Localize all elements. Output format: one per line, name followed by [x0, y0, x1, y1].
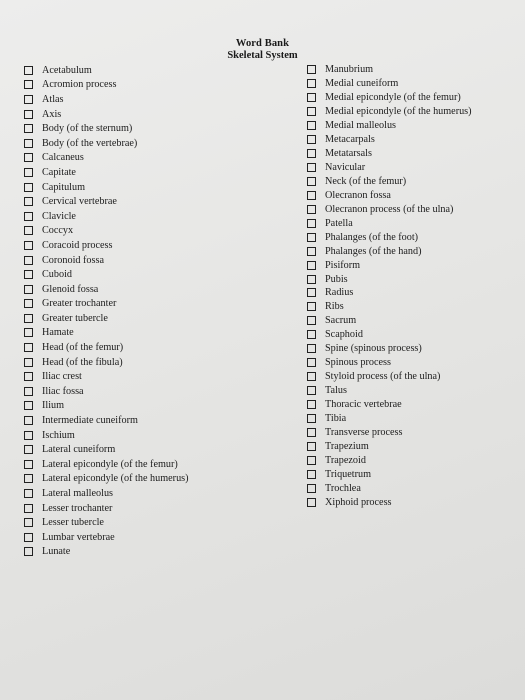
word-list-item [307, 425, 472, 439]
checkbox-icon[interactable] [307, 247, 316, 256]
word-list-item-label: Medial epicondyle (of the femur) [325, 92, 461, 104]
word-list-item [24, 253, 189, 268]
checkbox-icon[interactable] [307, 233, 316, 242]
word-list-item-label: Phalanges (of the foot) [325, 231, 419, 243]
word-list-item-label: Coronoid fossa [42, 254, 104, 266]
word-list-item-label: Neck (of the femur) [325, 175, 407, 187]
word-list-item [24, 428, 189, 443]
word-list-item-label: Trapezoid [325, 454, 366, 466]
word-list-item [307, 147, 472, 161]
word-list-item-label: Capitate [42, 166, 76, 178]
word-list-item-label: Radius [325, 287, 354, 299]
word-list-item [307, 63, 472, 77]
word-list-item-label: Manubrium [325, 64, 374, 76]
word-list-item-label: Scaphoid [325, 329, 363, 341]
word-list-item-label: Greater tubercle [42, 312, 108, 324]
checkbox-icon[interactable] [307, 149, 316, 158]
checkbox-icon[interactable] [24, 95, 33, 104]
word-list-item [24, 78, 189, 93]
word-list-item [24, 267, 189, 282]
checkbox-icon[interactable] [24, 80, 33, 89]
word-list-item-label: Patella [325, 217, 353, 229]
word-list-item [307, 230, 472, 244]
word-list-item [307, 384, 472, 398]
checkbox-icon[interactable] [24, 110, 33, 119]
checkbox-icon[interactable] [307, 414, 316, 423]
word-list-item-label: Phalanges (of the hand) [325, 245, 422, 257]
word-list-item [24, 340, 189, 355]
word-list-item-label: Lesser tubercle [42, 517, 104, 529]
word-list-item [307, 188, 472, 202]
word-list-item-label: Styloid process (of the ulna) [325, 371, 441, 383]
word-list-item [24, 501, 189, 516]
checkbox-icon[interactable] [24, 197, 33, 206]
checkbox-icon[interactable] [307, 288, 316, 297]
word-list-item [307, 175, 472, 189]
word-list-item-label: Iliac crest [42, 371, 82, 383]
word-list-item [24, 165, 189, 180]
checkbox-icon[interactable] [307, 344, 316, 353]
word-list-item-label: Ribs [325, 301, 344, 313]
word-list-item-label: Ischium [42, 429, 75, 441]
checkbox-icon[interactable] [307, 470, 316, 479]
word-list-item-label: Lateral cuneiform [42, 444, 116, 456]
word-list-item-label: Triquetrum [325, 468, 372, 480]
word-list-item-label: Talus [325, 385, 347, 397]
word-list-item-label: Hamate [42, 327, 74, 339]
word-list-item [307, 244, 472, 258]
word-list-item-label: Tibia [325, 412, 347, 424]
word-list-item [307, 216, 472, 230]
word-list-item-label: Iliac fossa [42, 385, 84, 397]
word-list-item [24, 326, 189, 341]
checkbox-icon[interactable] [24, 285, 33, 294]
checkbox-icon[interactable] [24, 533, 33, 542]
word-list-item [24, 486, 189, 501]
checkbox-icon[interactable] [24, 431, 33, 440]
word-list-item [24, 107, 189, 122]
word-list-item [24, 384, 189, 399]
word-list-item [24, 472, 189, 487]
word-list-item-label: Axis [42, 108, 62, 120]
word-list-item [307, 202, 472, 216]
checkbox-icon[interactable] [307, 302, 316, 311]
word-list-item-label: Medial cuneiform [325, 78, 399, 90]
checkbox-icon[interactable] [307, 205, 316, 214]
word-list-item-label: Medial malleolus [325, 120, 397, 132]
word-list-item-label: Body (of the sternum) [42, 123, 133, 135]
word-list-item-label: Navicular [325, 162, 366, 174]
word-list-item [307, 328, 472, 342]
word-list-item [24, 121, 189, 136]
word-list-item-label: Body (of the vertebrae) [42, 137, 138, 149]
word-list-item [24, 515, 189, 530]
checkbox-icon[interactable] [24, 226, 33, 235]
word-list-item [24, 355, 189, 370]
word-list-item [24, 457, 189, 472]
word-list-item [24, 282, 189, 297]
checkbox-icon[interactable] [307, 316, 316, 325]
word-list-item-label: Lumbar vertebrae [42, 531, 115, 543]
checkbox-icon[interactable] [307, 275, 316, 284]
checkbox-icon[interactable] [24, 416, 33, 425]
word-list-item-label: Acetabulum [42, 64, 92, 76]
word-list-item-label: Cervical vertebrae [42, 196, 117, 208]
checkbox-icon[interactable] [307, 400, 316, 409]
word-list-left-column [24, 63, 189, 559]
checkbox-icon[interactable] [307, 261, 316, 270]
word-list-item [307, 356, 472, 370]
checkbox-icon[interactable] [24, 504, 33, 513]
checkbox-icon[interactable] [307, 107, 316, 116]
word-list-item [307, 133, 472, 147]
checkbox-icon[interactable] [307, 135, 316, 144]
word-list-item [24, 399, 189, 414]
word-list-item-label: Olecranon process (of the ulna) [325, 203, 454, 215]
word-list-item-label: Lunate [42, 546, 71, 558]
word-list-item-label: Coccyx [42, 225, 74, 237]
word-list-item-label: Lateral epicondyle (of the humerus) [42, 473, 189, 485]
checkbox-icon[interactable] [307, 358, 316, 367]
word-list-item [24, 413, 189, 428]
word-list-item-label: Metacarpals [325, 134, 375, 146]
checkbox-icon[interactable] [24, 474, 33, 483]
word-list-item [24, 194, 189, 209]
checkbox-icon[interactable] [307, 386, 316, 395]
word-list-item [307, 258, 472, 272]
word-list-item [307, 398, 472, 412]
checkbox-icon[interactable] [307, 177, 316, 186]
word-list-item-label: Greater trochanter [42, 298, 117, 310]
word-list-item-label: Lesser trochanter [42, 502, 113, 514]
word-list-item-label: Thoracic vertebrae [325, 398, 402, 410]
word-list-item [24, 311, 189, 326]
word-list-item [24, 238, 189, 253]
word-list-item-label: Metatarsals [325, 148, 372, 160]
checkbox-icon[interactable] [307, 65, 316, 74]
checkbox-icon[interactable] [24, 518, 33, 527]
word-list-item [24, 136, 189, 151]
word-list-item [307, 411, 472, 425]
word-list-item [307, 119, 472, 133]
word-list-item [307, 314, 472, 328]
checkbox-icon[interactable] [307, 79, 316, 88]
word-list-item-label: Olecranon fossa [325, 189, 391, 201]
checkbox-icon[interactable] [24, 241, 33, 250]
word-list-item [307, 342, 472, 356]
word-list-item-label: Intermediate cuneiform [42, 415, 138, 427]
word-list-item [307, 91, 472, 105]
word-list-item [24, 530, 189, 545]
checkbox-icon[interactable] [307, 428, 316, 437]
word-list-item [24, 180, 189, 195]
checkbox-icon[interactable] [307, 219, 316, 228]
checkbox-icon[interactable] [24, 328, 33, 337]
word-list-item [307, 272, 472, 286]
word-list-item [24, 224, 189, 239]
checkbox-icon[interactable] [307, 498, 316, 507]
word-list-right-column [307, 63, 472, 509]
word-list-item-label: Pubis [325, 273, 348, 285]
word-list-item [24, 369, 189, 384]
word-list-item-label: Transverse process [325, 426, 403, 438]
word-list-item-label: Trapezium [325, 440, 369, 452]
word-list-item-label: Pisiform [325, 259, 361, 271]
word-list-item-label: Glenoid fossa [42, 283, 99, 295]
word-list-item-label: Clavicle [42, 210, 76, 222]
checkbox-icon[interactable] [24, 270, 33, 279]
word-list-item-label: Ilium [42, 400, 65, 412]
checkbox-icon[interactable] [24, 401, 33, 410]
word-list-item-label: Sacrum [325, 315, 357, 327]
page-subtitle: Skeletal System [227, 50, 298, 61]
checkbox-icon[interactable] [24, 299, 33, 308]
word-list-item-label: Cuboid [42, 269, 73, 281]
word-list-item [24, 545, 189, 560]
checkbox-icon[interactable] [307, 442, 316, 451]
checkbox-icon[interactable] [24, 489, 33, 498]
checkbox-icon[interactable] [24, 460, 33, 469]
checkbox-icon[interactable] [24, 387, 33, 396]
word-list-item [307, 467, 472, 481]
word-list-item [307, 77, 472, 91]
checkbox-icon[interactable] [24, 358, 33, 367]
word-list-item [307, 495, 472, 509]
word-list-item [307, 370, 472, 384]
word-list-item-label: Lateral epicondyle (of the femur) [42, 458, 178, 470]
word-list-item [307, 300, 472, 314]
word-list-item [307, 481, 472, 495]
word-list-item [24, 209, 189, 224]
word-list-item [24, 92, 189, 107]
checkbox-icon[interactable] [307, 163, 316, 172]
word-list-item [24, 151, 189, 166]
word-list-item-label: Head (of the fibula) [42, 356, 123, 368]
word-list-item [24, 297, 189, 312]
checkbox-icon[interactable] [24, 343, 33, 352]
checkbox-icon[interactable] [24, 372, 33, 381]
checkbox-icon[interactable] [24, 139, 33, 148]
word-list-item-label: Coracoid process [42, 239, 113, 251]
word-list-item-label: Acromion process [42, 79, 117, 91]
checkbox-icon[interactable] [24, 153, 33, 162]
checkbox-icon[interactable] [24, 183, 33, 192]
checkbox-icon[interactable] [307, 484, 316, 493]
checkbox-icon[interactable] [307, 191, 316, 200]
word-list-item-label: Spinous process [325, 357, 391, 369]
checkbox-icon[interactable] [24, 256, 33, 265]
word-list-item-label: Calcaneus [42, 152, 84, 164]
word-list-item-label: Head (of the femur) [42, 342, 124, 354]
checkbox-icon[interactable] [24, 66, 33, 75]
checkbox-icon[interactable] [307, 456, 316, 465]
word-list-item [307, 105, 472, 119]
checkbox-icon[interactable] [24, 547, 33, 556]
word-list-item-label: Spine (spinous process) [325, 343, 422, 355]
word-list-item [307, 161, 472, 175]
word-list-item-label: Medial epicondyle (of the humerus) [325, 106, 472, 118]
word-list-item [307, 286, 472, 300]
word-list-item-label: Capitulum [42, 181, 86, 193]
word-list-item [307, 439, 472, 453]
checkbox-icon[interactable] [307, 330, 316, 339]
word-list-item [24, 63, 189, 78]
checkbox-icon[interactable] [24, 168, 33, 177]
checkbox-icon[interactable] [24, 314, 33, 323]
word-list-item-label: Trochlea [325, 482, 361, 494]
word-list-item [24, 442, 189, 457]
word-list-item-label: Atlas [42, 93, 64, 105]
checkbox-icon[interactable] [307, 93, 316, 102]
checkbox-icon[interactable] [24, 445, 33, 454]
word-list-item-label: Xiphoid process [325, 496, 392, 508]
word-list-item [307, 453, 472, 467]
checkbox-icon[interactable] [24, 212, 33, 221]
checkbox-icon[interactable] [307, 121, 316, 130]
word-list-item-label: Lateral malleolus [42, 488, 113, 500]
page-title: Word Bank [235, 38, 290, 49]
checkbox-icon[interactable] [24, 124, 33, 133]
checkbox-icon[interactable] [307, 372, 316, 381]
